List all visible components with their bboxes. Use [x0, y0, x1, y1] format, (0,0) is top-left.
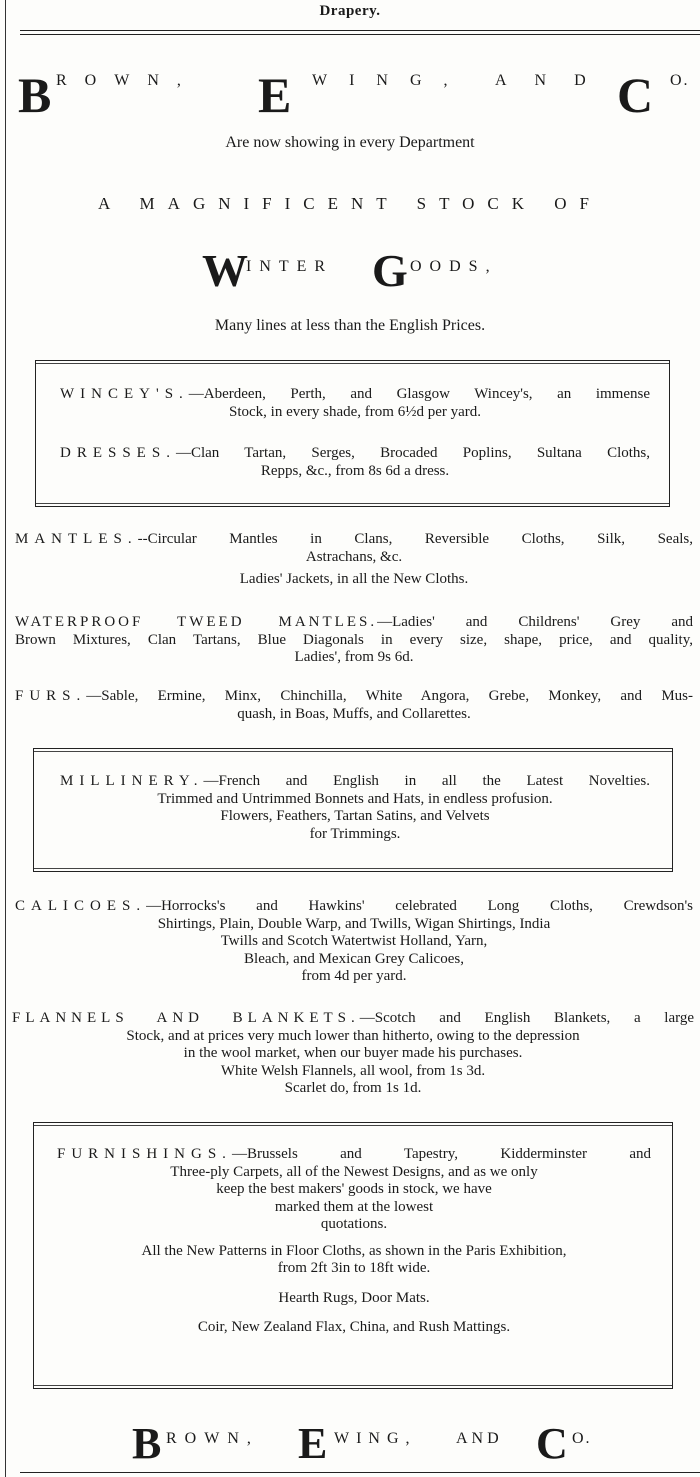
left-column-rule: [5, 0, 6, 1477]
millinery-line-2: Trimmed and Untrimmed Bonnets and Hats, in endless profusion.: [157, 790, 553, 807]
furnishings-line-6: All the New Patterns in Floor Cloths, as shown in the Paris Exhibition,: [141, 1242, 567, 1259]
magnificent-stock-line: A MAGNIFICENT STOCK OF: [97, 194, 603, 213]
flannels-line-2: Stock, and at prices very much lower than hitherto, owing to the depression: [126, 1027, 580, 1044]
millinery-line-4: for Trimmings.: [309, 825, 401, 842]
firm-bottom-word-rown: ROWN,: [166, 1430, 259, 1447]
furnishings-line-7: from 2ft 3in to 18ft wide.: [277, 1260, 431, 1276]
firm-word-and: AND: [495, 72, 614, 89]
firm-bottom-initial-b: B: [132, 1419, 162, 1468]
winter-initial: W: [202, 245, 248, 296]
category-heading: Drapery.: [319, 3, 381, 19]
flannels-section: [12, 1010, 694, 1098]
firm-word-o: O.: [670, 72, 690, 89]
furnishings-heading: FURNISHINGS.: [57, 1146, 232, 1162]
furnishings-line-2: Three-ply Carpets, all of the Newest Designs, and as we only: [170, 1163, 538, 1180]
waterproof-line-2: Brown Mixtures, Clan Tartans, Blue Diagonals in every size, shape, price, and quality,: [15, 631, 693, 648]
furnishings-line-5: quotations.: [320, 1216, 388, 1232]
furnishings-line-3: keep the best makers' goods in stock, we have: [216, 1181, 492, 1197]
flannels-heading: FLANNELS AND BLANKETS.: [12, 1010, 360, 1026]
winceys-line-2: Stock, in every shade, from 6½d per yard.: [228, 403, 481, 420]
millinery-line-3: Flowers, Feathers, Tartan Satins, and Velvets: [220, 808, 490, 824]
furs-section: [15, 688, 693, 723]
calicoes-line-1: —Horrocks's and Hawkins' celebrated Long Cloths, Crewdson's: [146, 898, 693, 914]
firm-name-bottom: [0, 1420, 700, 1470]
mantles-section: [15, 531, 693, 589]
furs-line-1: —Sable, Ermine, Minx, Chinchilla, White Angora, Grebe, Monkey, and Mus-: [86, 688, 693, 704]
firm-bottom-initial-e: E: [298, 1419, 328, 1468]
dresses-heading: DRESSES.: [60, 445, 176, 461]
dresses-line-1: —Clan Tartan, Serges, Brocaded Poplins, Sultana Cloths,: [175, 445, 650, 461]
millinery-section: [60, 773, 650, 843]
goods-rest: OODS,: [410, 258, 498, 275]
waterproof-line-1: —Ladies' and Childrens' Grey and: [377, 614, 693, 630]
firm-initial-b: B: [18, 67, 52, 123]
mantles-line-2: Astrachans, &c.: [305, 548, 403, 565]
winceys-line-1: —Aberdeen, Perth, and Glasgow Wincey's, an immense: [188, 386, 650, 402]
dresses-line-2: Repps, &c., from 8s 6d a dress.: [260, 462, 450, 479]
millinery-heading: MILLINERY.: [60, 773, 204, 789]
flannels-line-5: Scarlet do, from 1s 1d.: [284, 1080, 422, 1096]
firm-bottom-word-wing: WING,: [334, 1430, 417, 1447]
flannels-line-1: —Scotch and English Blankets, a large: [359, 1010, 694, 1026]
box-winceys-dresses: [35, 360, 670, 507]
firm-initial-e: E: [258, 67, 292, 123]
furnishings-line-8: Hearth Rugs, Door Mats.: [278, 1289, 430, 1306]
firm-name-top: [0, 62, 700, 123]
winceys-heading: WINCEY'S.: [60, 386, 189, 402]
calicoes-line-3: Twills and Scotch Watertwist Holland, Yarn,: [220, 933, 488, 949]
furnishings-line-1: —Brussels and Tapestry, Kidderminster and: [231, 1146, 651, 1162]
calicoes-heading: CALICOES.: [15, 898, 147, 914]
waterproof-section: [15, 614, 693, 667]
english-prices-line: Many lines at less than the English Prices.: [214, 317, 486, 334]
furnishings-line-4: marked them at the lowest: [274, 1198, 434, 1215]
firm-bottom-word-and: AND: [456, 1430, 503, 1447]
furnishings-section: [57, 1146, 651, 1337]
waterproof-heading: WATERPROOF TWEED MANTLES.: [15, 614, 378, 630]
millinery-line-1: —French and English in all the Latest Novelties.: [203, 773, 650, 789]
firm-bottom-word-o: O.: [572, 1430, 592, 1447]
winter-rest: INTER: [246, 258, 334, 275]
furnishings-line-9: Coir, New Zealand Flax, China, and Rush Mattings.: [197, 1319, 511, 1335]
intro-line: Are now showing in every Department: [225, 134, 475, 151]
bottom-rule: [20, 1472, 700, 1473]
firm-bottom-initial-c: C: [536, 1419, 568, 1468]
firm-initial-c: C: [617, 67, 654, 123]
calicoes-line-5: from 4d per yard.: [301, 968, 407, 984]
calicoes-line-4: Bleach, and Mexican Grey Calicoes,: [244, 950, 464, 967]
flannels-line-4: White Welsh Flannels, all wool, from 1s 3d.: [220, 1062, 486, 1079]
goods-initial: G: [372, 245, 408, 296]
winter-goods-heading: [0, 245, 700, 298]
furs-line-2: quash, in Boas, Muffs, and Collarettes.: [237, 705, 471, 722]
flannels-line-3: in the wool market, when our buyer made his purchases.: [183, 1045, 523, 1061]
top-rule-thin: [20, 34, 700, 35]
mantles-line-1: --Circular Mantles in Clans, Reversible Cloths, Silk, Seals,: [137, 531, 693, 547]
furs-heading: FURS.: [15, 688, 87, 704]
calicoes-section: [15, 898, 693, 986]
top-rule: [20, 30, 700, 31]
calicoes-line-2: Shirtings, Plain, Double Warp, and Twills, Wigan Shirtings, India: [157, 915, 551, 932]
firm-word-rown: ROWN,: [56, 72, 199, 89]
mantles-line-3: Ladies' Jackets, in all the New Cloths.: [239, 571, 469, 587]
mantles-heading: MANTLES.: [15, 531, 138, 547]
winceys-section: [60, 386, 650, 421]
dresses-section: [60, 445, 650, 480]
firm-word-wing: WING,: [312, 72, 470, 89]
waterproof-line-3: Ladies', from 9s 6d.: [294, 649, 414, 665]
